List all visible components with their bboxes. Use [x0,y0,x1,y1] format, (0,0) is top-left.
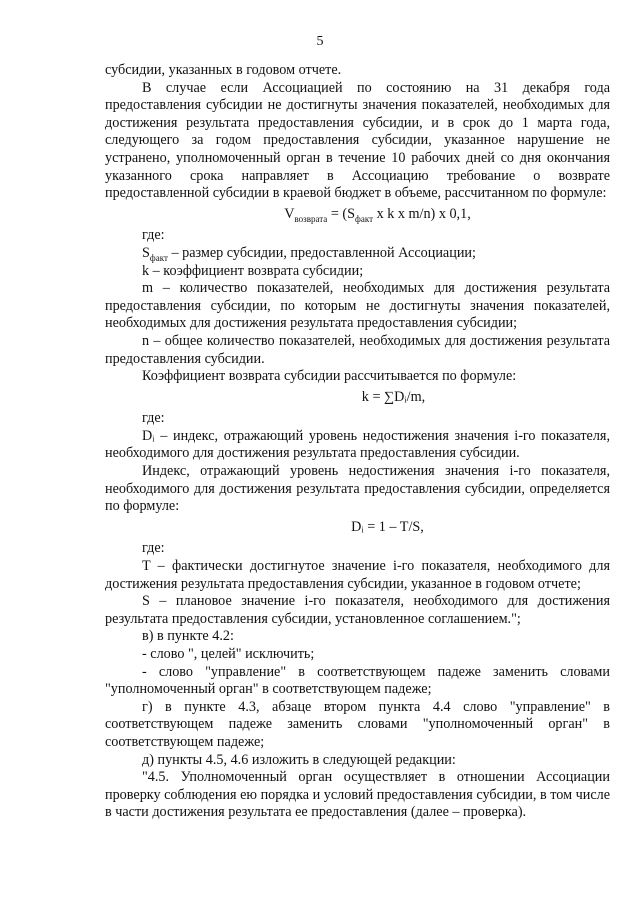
definition-s-subscript: факт [149,252,168,263]
item-v: в) в пункте 4.2: [142,628,234,645]
definition-s-text: – размер субсидии, предоставленной Ассоциации; [167,244,476,261]
definition-n: n – общее количество показателей, необходимых для достижения результата предоставления субсидии. [105,332,610,367]
coefficient-intro: Коэффициент возврата субсидии рассчитывается по формуле: [142,368,517,385]
formula-eq-part: = (S [327,205,355,222]
paragraph-subsidy-report: субсидии, указанных в годовом отчете. [105,62,342,78]
item-4-5: "4.5. Уполномоченный орган осуществляет в отношении Ассоциации проверку соблюдения ею порядка и условий предоставления субсидии, в том числе в части достижения результата ее предоставления (далее – проверка). [105,769,610,821]
formula-return-volume [105,206,610,224]
formula-s-subscript: факт [355,213,374,224]
definition-t: T – фактически достигнутое значение i-го показателя, необходимого для достижения результата предоставления субсидии, указанное в годовом отчете; [105,558,610,592]
where-label-1: где: [142,227,165,244]
page-number: 5 [316,34,324,49]
item-v-1: - слово ", целей" исключить; [142,646,315,662]
where-label-2: где: [142,410,165,427]
index-intro: Индекс, отражающий уровень недостижения значения i-го показателя, необходимого для достижения результата предоставления субсидии, определяется по формуле: [105,463,610,515]
formula-v-subscript: возврата [294,213,328,224]
definition-di: Dᵢ – индекс, отражающий уровень недостижения значения i-го показателя, необходимого для достижения результата предоставления субсидии. [105,427,610,462]
item-d: д) пункты 4.5, 4.6 изложить в следующей редакции: [142,751,456,768]
item-v-2: - слово "управление" в соответствующем падеже заменить словами "уполномоченный орган" в соответствующем падеже; [105,663,610,698]
document-body [105,62,610,822]
item-g: г) в пункте 4.3, абзаце втором пункта 4.4 слово "управление" в соответствующем падеже заменить словами "уполномоченный орган" в соответствующем падеже; [105,698,610,750]
where-label-3: где: [142,540,165,557]
definition-s-symbol: S [142,244,150,261]
formula-coefficient: k = ∑Dᵢ/m, [361,388,426,405]
formula-index: Dᵢ = 1 – T/S, [351,518,424,535]
definition-s-fact [105,245,610,263]
formula-v-symbol: V [284,205,295,222]
formula-rest-part: x k x m/n) x 0,1, [373,205,471,222]
paragraph-return-requirement: В случае если Ассоциацией по состоянию на 31 декабря года предоставления субсидии не достигнуты значения показателей, необходимых для достижения результата предоставления субсидии, и в срок до 1 марта года, следующего за годом предоставления субсидии, указанное нарушение не устранено, уполномоченный орган в течение 10 рабочих дней со дня окончания указанного срока направляет в Ассоциацию требование о возврате предоставленной субсидии в краевой бюджет в объеме, рассчитанном по формуле: [105,79,610,202]
definition-k: k – коэффициент возврата субсидии; [142,262,364,279]
definition-m: m – количество показателей, необходимых для достижения результата предоставления субсидии, по которым не достигнуты значения показателей, необходимых для достижения результата предоставления субсидии; [105,280,610,332]
definition-s-plan: S – плановое значение i-го показателя, необходимого для достижения результата предоставления субсидии, установленное соглашением."; [105,593,610,627]
